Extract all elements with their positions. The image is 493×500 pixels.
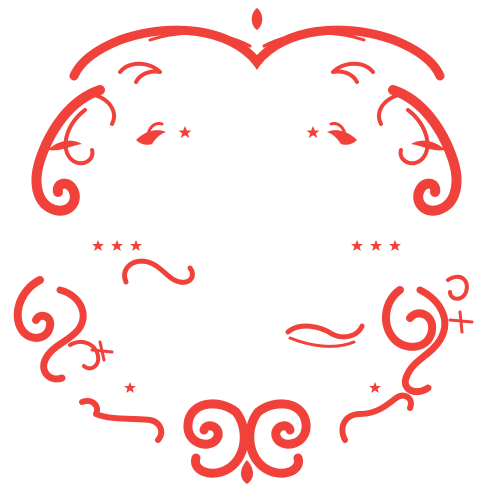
bird-right-body bbox=[327, 130, 357, 145]
star-icon bbox=[307, 126, 320, 138]
star-icon bbox=[92, 240, 104, 251]
mid-left-big-swirl bbox=[18, 280, 51, 338]
mid-left-cross-stroke bbox=[92, 342, 112, 360]
mid-right-small-curl bbox=[448, 277, 467, 299]
bird-left bbox=[136, 123, 166, 144]
star-icon bbox=[124, 382, 136, 393]
star-icon bbox=[389, 240, 401, 251]
bottom-drop-finial bbox=[241, 460, 253, 484]
mid-right-cross-stroke bbox=[450, 312, 472, 332]
top-right-hook bbox=[333, 64, 373, 82]
mid-right-swirl-cluster bbox=[288, 277, 472, 392]
top-drop-finial bbox=[252, 8, 263, 30]
bottom-right-scroll bbox=[342, 396, 410, 440]
mid-left-swirl-cluster bbox=[18, 261, 193, 379]
upper-right-inner-curl bbox=[401, 110, 428, 163]
top-left-hook bbox=[120, 64, 160, 82]
upper-right-scroll bbox=[379, 90, 457, 211]
star-icon bbox=[351, 240, 363, 251]
upper-left-inner-curl bbox=[66, 110, 93, 163]
bird-left-body bbox=[136, 130, 166, 145]
bottom-right-curl bbox=[342, 396, 410, 440]
top-crest-ornament bbox=[74, 8, 440, 82]
bottom-left-lobe bbox=[188, 404, 244, 473]
mid-right-big-swirl bbox=[386, 290, 432, 347]
bottom-center-ornament bbox=[188, 404, 306, 484]
star-icon bbox=[130, 240, 142, 251]
bottom-right-lobe bbox=[250, 404, 306, 473]
mid-left-upper-curl bbox=[125, 261, 193, 282]
star-icon bbox=[111, 240, 123, 251]
upper-right-tail bbox=[379, 95, 398, 124]
star-icon bbox=[370, 240, 382, 251]
bottom-left-curl bbox=[82, 401, 161, 440]
upper-left-tail bbox=[95, 95, 114, 124]
mid-left-small-curl bbox=[70, 342, 98, 368]
star-icon bbox=[369, 382, 381, 393]
upper-left-scroll bbox=[36, 90, 114, 211]
star-icon bbox=[179, 126, 192, 138]
bottom-left-scroll bbox=[82, 401, 161, 440]
mid-right-feather bbox=[288, 326, 362, 337]
bird-right bbox=[327, 123, 357, 144]
